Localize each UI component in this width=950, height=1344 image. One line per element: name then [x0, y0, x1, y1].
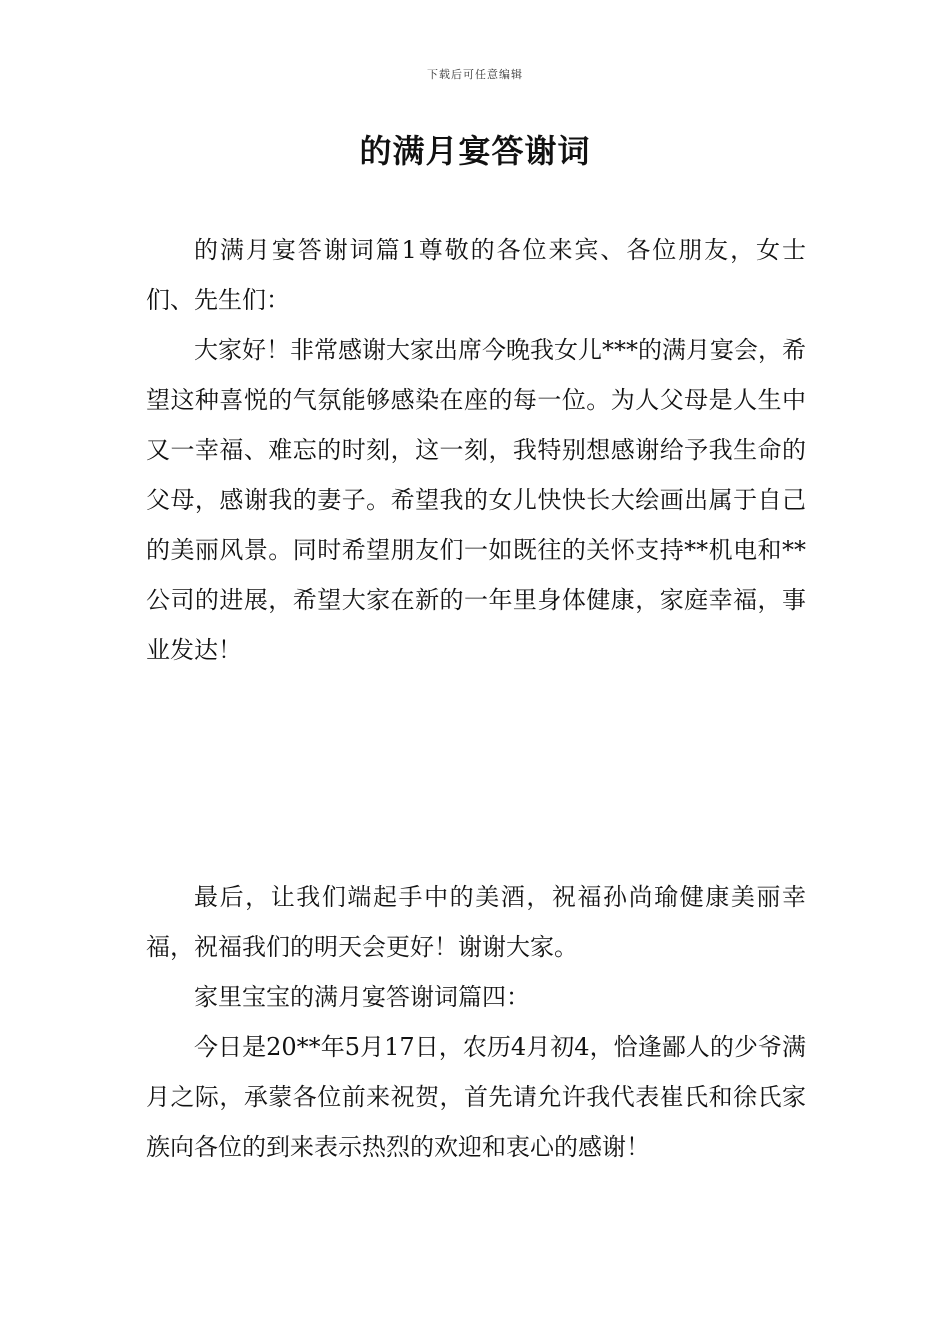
paragraph-toast: 最后，让我们端起手中的美酒，祝福孙尚瑜健康美丽幸福，祝福我们的明天会更好！谢谢大家。 — [146, 883, 806, 961]
document-title: 的满月宴答谢词 — [359, 132, 591, 170]
body-section-top — [146, 225, 806, 675]
header-note: 下载后可任意编辑 — [427, 68, 523, 81]
paragraph-opening: 今日是20**年5月17日，农历4月初4，恰逢鄙人的少爷满月之际，承蒙各位前来祝贺，首先请允许我代表崔氏和徐氏家族向各位的到来表示热烈的欢迎和衷心的感谢！ — [146, 1033, 806, 1161]
paragraph-salutation: 的满月宴答谢词篇1尊敬的各位来宾、各位朋友，女士们、先生们： — [146, 236, 806, 314]
paragraph-section-heading: 家里宝宝的满月宴答谢词篇四： — [194, 983, 530, 1011]
paragraph-thanks: 大家好！非常感谢大家出席今晚我女儿***的满月宴会，希望这种喜悦的气氛能够感染在座的每一位。为人父母是人生中又一幸福、难忘的时刻，这一刻，我特别想感谢给予我生命的父母，感谢我的妻子。希望我的女儿快快长大绘画出属于自己的美丽风景。同时希望朋友们一如既往的关怀支持**机电和**公司的进展，希望大家在新的一年里身体健康，家庭幸福，事业发达！ — [146, 336, 806, 664]
body-section-bottom — [146, 872, 806, 1172]
